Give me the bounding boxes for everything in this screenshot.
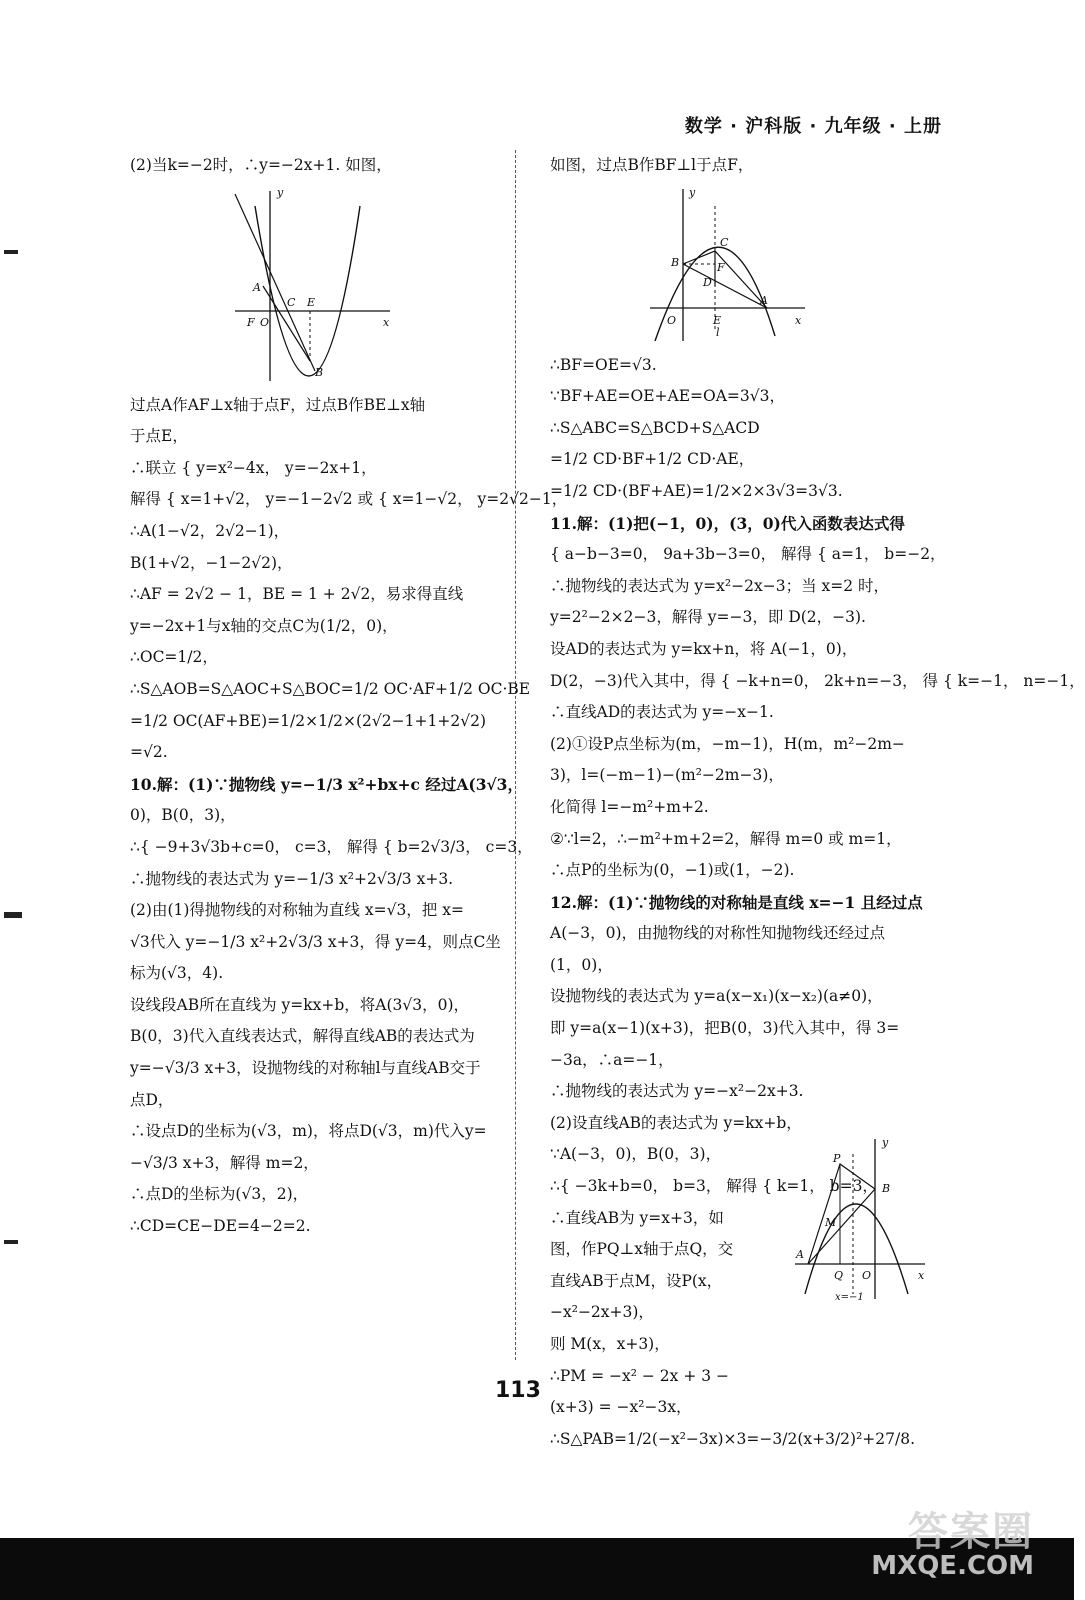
- fig-label: P: [833, 1152, 841, 1165]
- text-line: =1/2 OC(AF+BE)=1/2×1/2×(2√2−1+1+2√2): [130, 711, 486, 730]
- text-line: 如图，过点B作BF⊥l于点F，: [550, 156, 754, 174]
- scan-edge-mark: [4, 1240, 18, 1244]
- text-line: ∴PM = −x² − 2x + 3 −: [550, 1366, 730, 1385]
- fig-label: Q: [834, 1269, 844, 1282]
- text-line: ∴OC=1/2，: [130, 648, 218, 667]
- text-line: ∴AF = 2√2 − 1，BE = 1 + 2√2，易求得直线: [130, 585, 464, 604]
- fig-label: O: [260, 315, 270, 329]
- text-line: −x²−2x+3)，: [550, 1303, 654, 1322]
- text-line: 即 y=a(x−1)(x+3)，把B(0，3)代入其中，得 3=: [550, 1019, 900, 1038]
- fig-label: x: [795, 313, 802, 327]
- text-line: ∴点P的坐标为(0，−1)或(1，−2).: [550, 861, 795, 880]
- fig-label: O: [862, 1269, 872, 1282]
- fig-label: B: [882, 1182, 891, 1195]
- fig-label: y: [882, 1136, 889, 1149]
- fig-label: M: [825, 1216, 837, 1229]
- text-line: D(2，−3)代入其中，得 { −k+n=0， 2k+n=−3， 得 { k=−1， n=−1，: [550, 671, 1085, 690]
- text-line: 于点E，: [130, 427, 188, 446]
- text-line: ∴抛物线的表达式为 y=−x²−2x+3.: [550, 1082, 804, 1101]
- text-line: 设线段AB所在直线为 y=kx+b，将A(3√3，0)，: [130, 995, 470, 1014]
- question-12-heading: 12.解：(1)∵抛物线的对称轴是直线 x=−1 且经过点: [550, 892, 923, 912]
- text-line: 点D，: [130, 1090, 174, 1109]
- fig-label: C: [720, 235, 729, 249]
- text-line: 3)，l=(−m−1)−(m²−2m−3)，: [550, 766, 784, 785]
- text-line: ∵A(−3，0)，B(0，3)，: [550, 1145, 722, 1164]
- text-line: =1/2 CD·BF+1/2 CD·AE，: [550, 450, 755, 469]
- text-line: √3代入 y=−1/3 x²+2√3/3 x+3，得 y=4，则点C坐: [130, 932, 501, 951]
- text-line: 化简得 l=−m²+m+2.: [550, 797, 709, 816]
- text-line: y=2²−2×2−3，解得 y=−3，即 D(2，−3).: [550, 608, 866, 627]
- text-line: ∴S△AOB=S△AOC+S△BOC=1/2 OC·AF+1/2 OC·BE: [130, 679, 531, 698]
- fig-label: x: [918, 1269, 925, 1282]
- text-line: 则 M(x，x+3)，: [550, 1335, 670, 1353]
- text-line: 标为(√3，4).: [130, 964, 224, 983]
- fig-label: A: [760, 293, 768, 307]
- text-line: −3a，∴a=−1，: [550, 1050, 674, 1069]
- text-line: (2)①设P点坐标为(m，−m−1)，H(m，m²−2m−: [550, 734, 905, 753]
- watermark-text: 答案圈: [908, 1509, 1034, 1555]
- scan-edge-mark: [4, 912, 22, 918]
- text-line: y=−√3/3 x+3，设抛物线的对称轴l与直线AB交于: [130, 1059, 481, 1078]
- page-number: 113: [495, 1378, 541, 1403]
- text-line: ∴直线AD的表达式为 y=−x−1.: [550, 703, 774, 722]
- fig-label: A: [253, 280, 261, 294]
- figure-parabola-1: [225, 186, 395, 386]
- text-line: 图，作PQ⊥x轴于点Q，交: [550, 1240, 734, 1259]
- text-line: (2)由(1)得抛物线的对称轴为直线 x=√3，把 x=: [130, 901, 464, 920]
- fig-label: A: [796, 1248, 804, 1261]
- fig-label: E: [307, 295, 316, 309]
- text-line: ∴联立 { y=x²−4x， y=−2x+1，: [130, 458, 377, 477]
- fig-label: E: [713, 313, 722, 327]
- text-line: (2)当k=−2时，∴y=−2x+1. 如图，: [130, 156, 392, 174]
- text-line: 解得 { x=1+√2， y=−1−2√2 或 { x=1−√2， y=2√2−1，: [130, 490, 568, 509]
- text-line: =√2.: [130, 743, 168, 762]
- fig-label: y: [689, 185, 696, 199]
- fig-label: D: [703, 275, 712, 289]
- question-11-heading: 11.解：(1)把(−1，0)，(3，0)代入函数表达式得: [550, 513, 905, 533]
- text-line: ∴点D的坐标为(√3，2)，: [130, 1185, 309, 1204]
- fig-label: B: [671, 255, 680, 269]
- fig-label: O: [667, 313, 677, 327]
- text-line: 0)，B(0，3)，: [130, 806, 236, 825]
- text-line: =1/2 CD·(BF+AE)=1/2×2×3√3=3√3.: [550, 481, 843, 500]
- text-line: (1，0)，: [550, 955, 613, 974]
- text-line: ∴A(1−√2，2√2−1)，: [130, 521, 290, 540]
- fig-label: y: [277, 185, 284, 199]
- fig-label: x=−1: [835, 1292, 864, 1303]
- text-line: ∵BF+AE=OE+AE=OA=3√3，: [550, 387, 785, 406]
- text-line: B(0，3)代入直线表达式，解得直线AB的表达式为: [130, 1027, 475, 1046]
- text-line: 直线AB于点M，设P(x，: [550, 1271, 723, 1290]
- text-line: ∴直线AB为 y=x+3，如: [550, 1208, 724, 1227]
- text-line: 过点A作AF⊥x轴于点F，过点B作BE⊥x轴: [130, 395, 426, 414]
- text-line: ∴BF=OE=√3.: [550, 355, 657, 374]
- text-line: ∴CD=CE−DE=4−2=2.: [130, 1217, 311, 1236]
- scan-edge-mark: [4, 250, 18, 254]
- text-line: ∴抛物线的表达式为 y=x²−2x−3；当 x=2 时，: [550, 576, 890, 595]
- fig-label: F: [247, 315, 255, 329]
- text-line: A(−3，0)，由抛物线的对称性知抛物线还经过点: [550, 924, 885, 943]
- figure-parabola-3: [790, 1134, 930, 1304]
- text-line: B(1+√2，−1−2√2)，: [130, 553, 293, 572]
- text-line: ∴{ −3k+b=0， b=3， 解得 { k=1， b=3，: [550, 1177, 878, 1196]
- left-column: [130, 150, 568, 1243]
- figure-parabola-2: [645, 186, 810, 346]
- text-line: −√3/3 x+3，解得 m=2，: [130, 1153, 319, 1172]
- text-line: ∴设点D的坐标为(√3，m)，将点D(√3，m)代入y=: [130, 1122, 487, 1141]
- text-line: ∴抛物线的表达式为 y=−1/3 x²+2√3/3 x+3.: [130, 869, 454, 888]
- text-line: ∴S△PAB=1/2(−x²−3x)×3=−3/2(x+3/2)²+27/8.: [550, 1429, 916, 1448]
- text-line: 设抛物线的表达式为 y=a(x−x₁)(x−x₂)(a≠0)，: [550, 987, 883, 1006]
- column-divider: [515, 150, 516, 1360]
- watermark: [871, 1500, 1034, 1581]
- text-line: { a−b−3=0， 9a+3b−3=0， 解得 { a=1， b=−2，: [550, 545, 946, 564]
- text-line: ∴S△ABC=S△BCD+S△ACD: [550, 418, 760, 437]
- text-line: y=−2x+1与x轴的交点C为(1/2，0)，: [130, 616, 398, 635]
- text-line: (2)设直线AB的表达式为 y=kx+b，: [550, 1113, 802, 1132]
- page-header: 数学 · 沪科版 · 九年级 · 上册: [684, 116, 942, 137]
- fig-label: B: [315, 365, 324, 379]
- fig-label: C: [287, 295, 296, 309]
- question-10-heading: 10.解：(1)∵抛物线 y=−1/3 x²+bx+c 经过A(3√3，: [130, 774, 523, 794]
- text-line: ②∵l=2，∴−m²+m+2=2，解得 m=0 或 m=1，: [550, 829, 902, 848]
- text-line: (x+3) = −x²−3x，: [550, 1398, 692, 1417]
- text-line: ∴{ −9+3√3b+c=0， c=3， 解得 { b=2√3/3， c=3，: [130, 837, 533, 856]
- right-column: [550, 150, 1085, 1455]
- watermark-url: MXQE.COM: [871, 1551, 1034, 1581]
- fig-label: x: [383, 315, 390, 329]
- fig-label: l: [716, 325, 720, 339]
- fig-label: F: [717, 260, 725, 274]
- text-line: 设AD的表达式为 y=kx+n，将 A(−1，0)，: [550, 639, 858, 658]
